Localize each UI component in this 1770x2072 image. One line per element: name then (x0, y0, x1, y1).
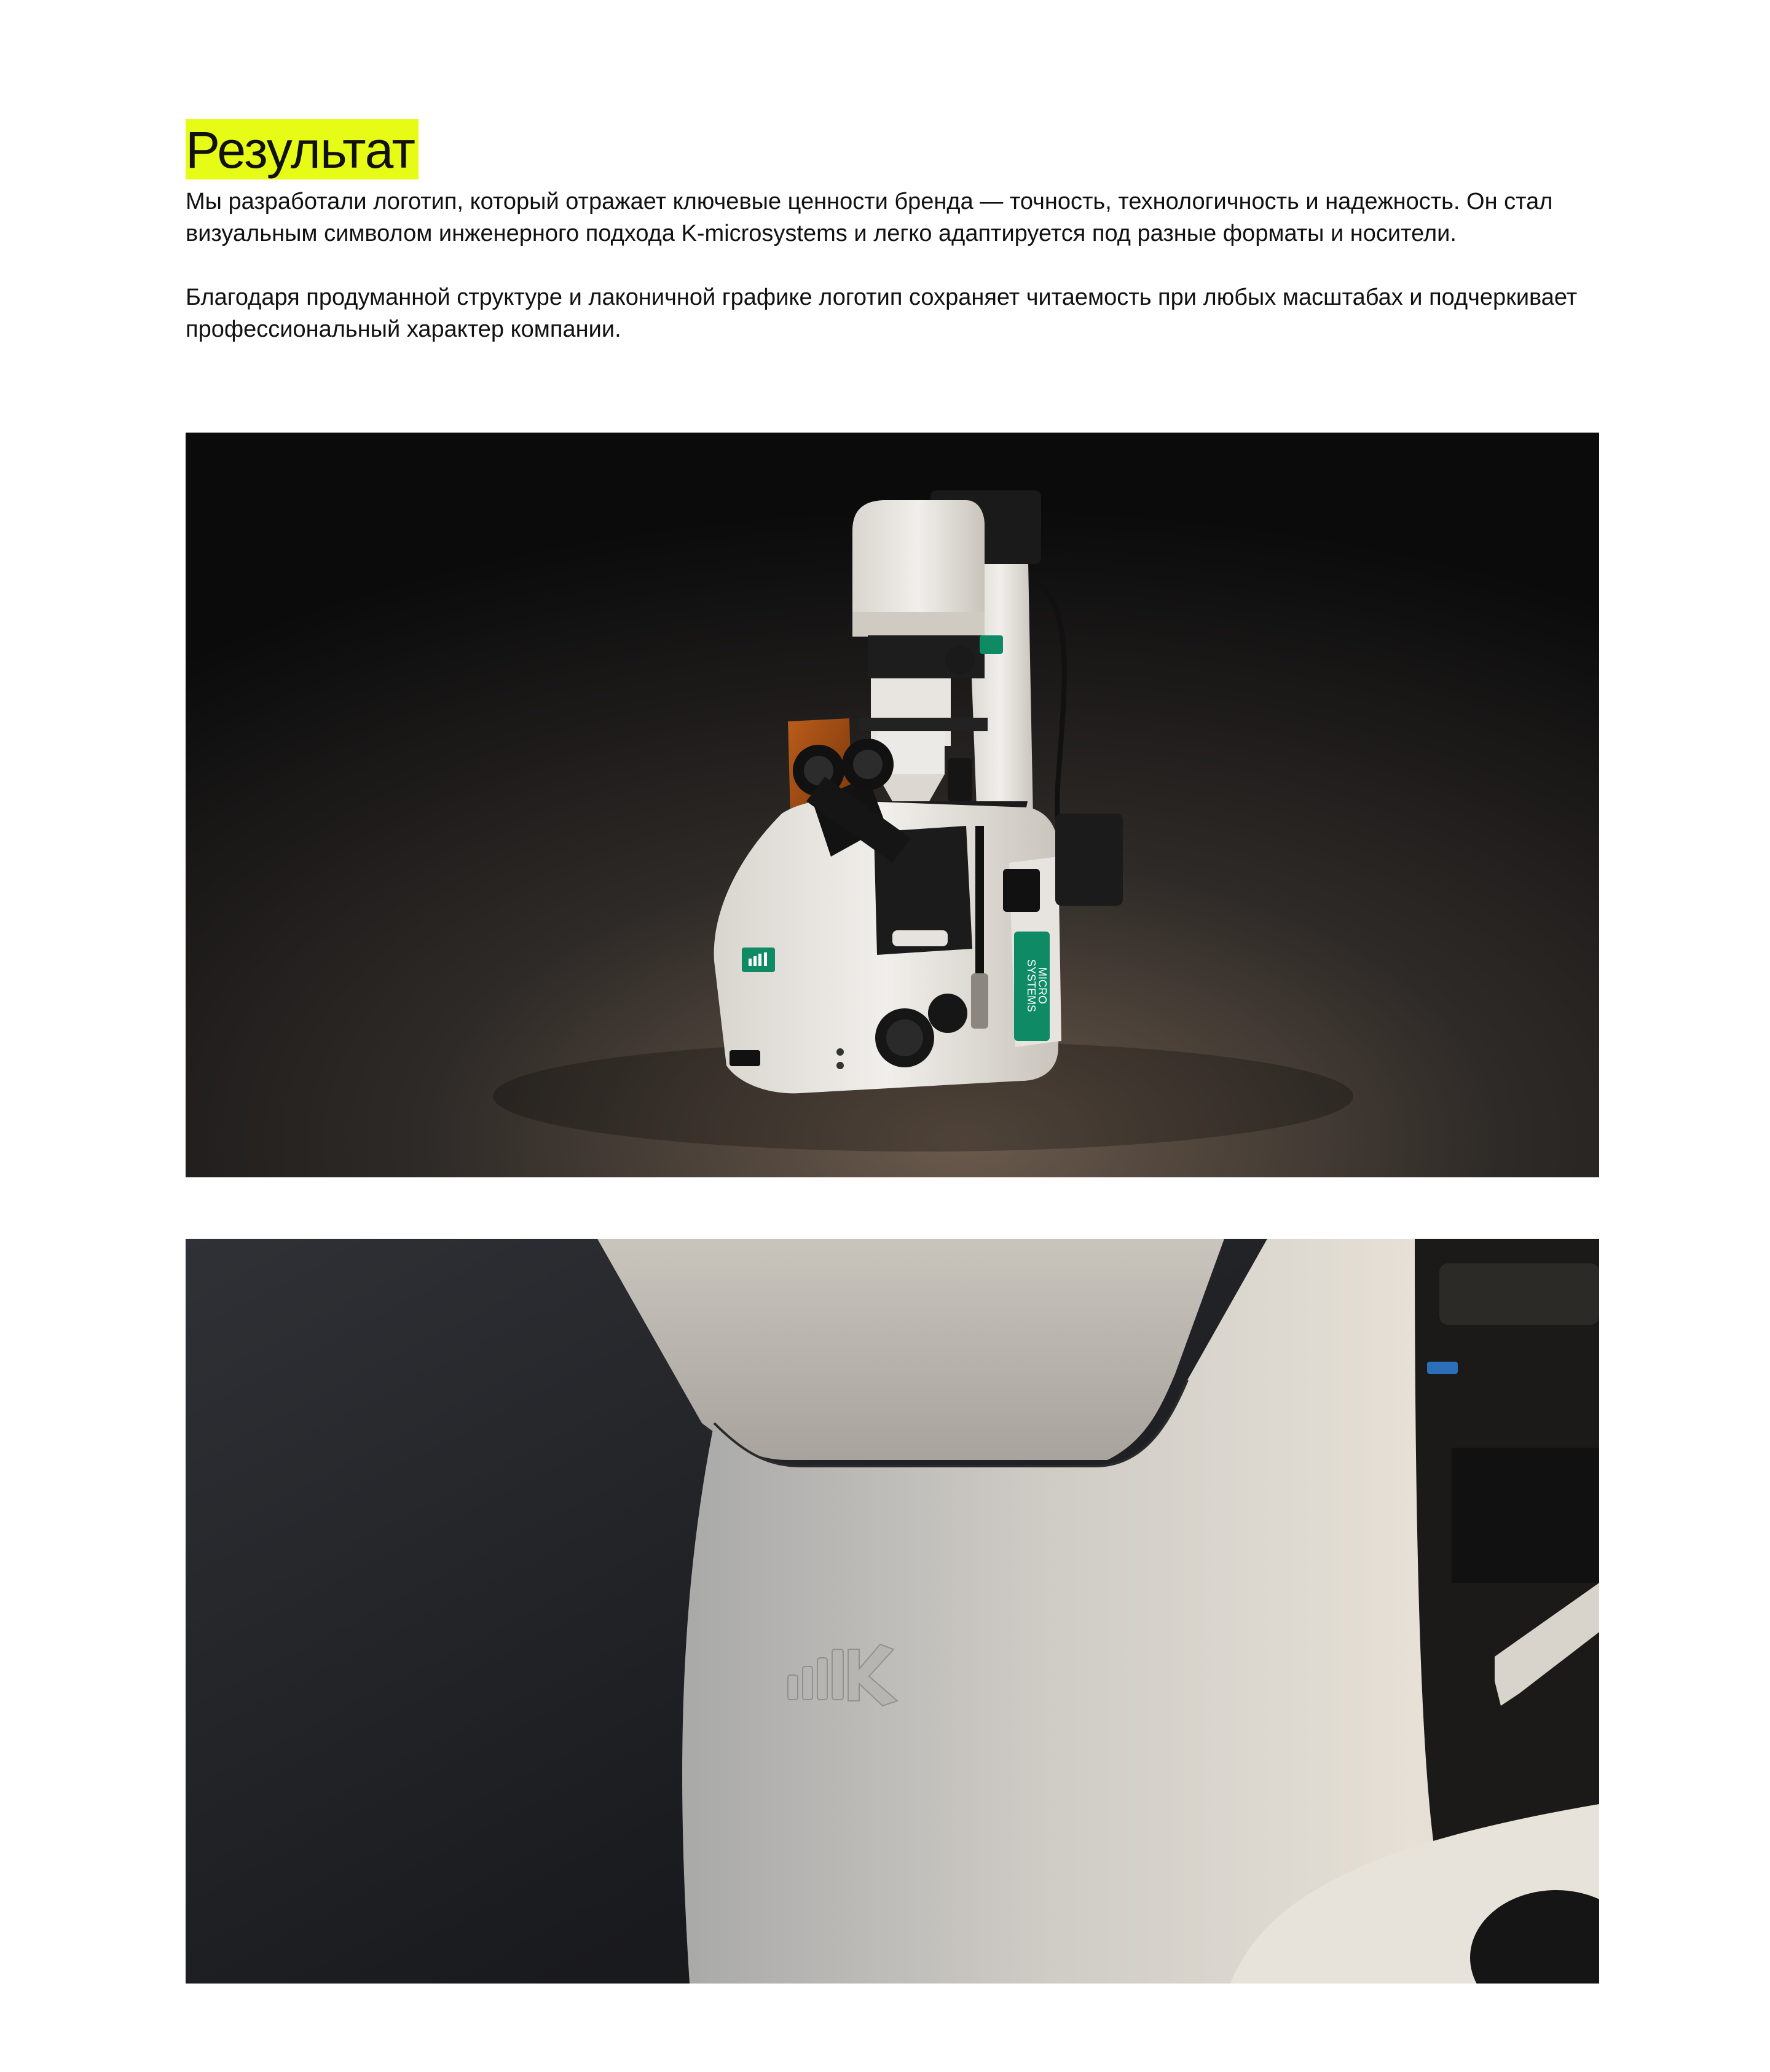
microscope-photo (186, 433, 1599, 1177)
closeup-illustration (186, 1239, 1599, 1984)
logo-closeup-photo (186, 1239, 1599, 1984)
side-label-line2: SYSTEMS (1025, 959, 1037, 1013)
side-label-line1: MICRO (1036, 967, 1048, 1004)
section-body (186, 186, 1599, 377)
microscope-illustration (186, 433, 1599, 1177)
paragraph-1: Мы разработали логотип, который отражает ключевые ценности бренда — точность, технологичность и надежность. Он стал визуальным символом инженерного подхода K-microsystems и легко адаптируется под разные форматы и носители. (186, 189, 1553, 246)
section-title: Результат (186, 119, 419, 179)
paragraph-2: Благодаря продуманной структуре и лаконичной графике логотип сохраняет читаемость при любых масштабах и подчеркивает профессиональный характер компании. (186, 285, 1578, 342)
